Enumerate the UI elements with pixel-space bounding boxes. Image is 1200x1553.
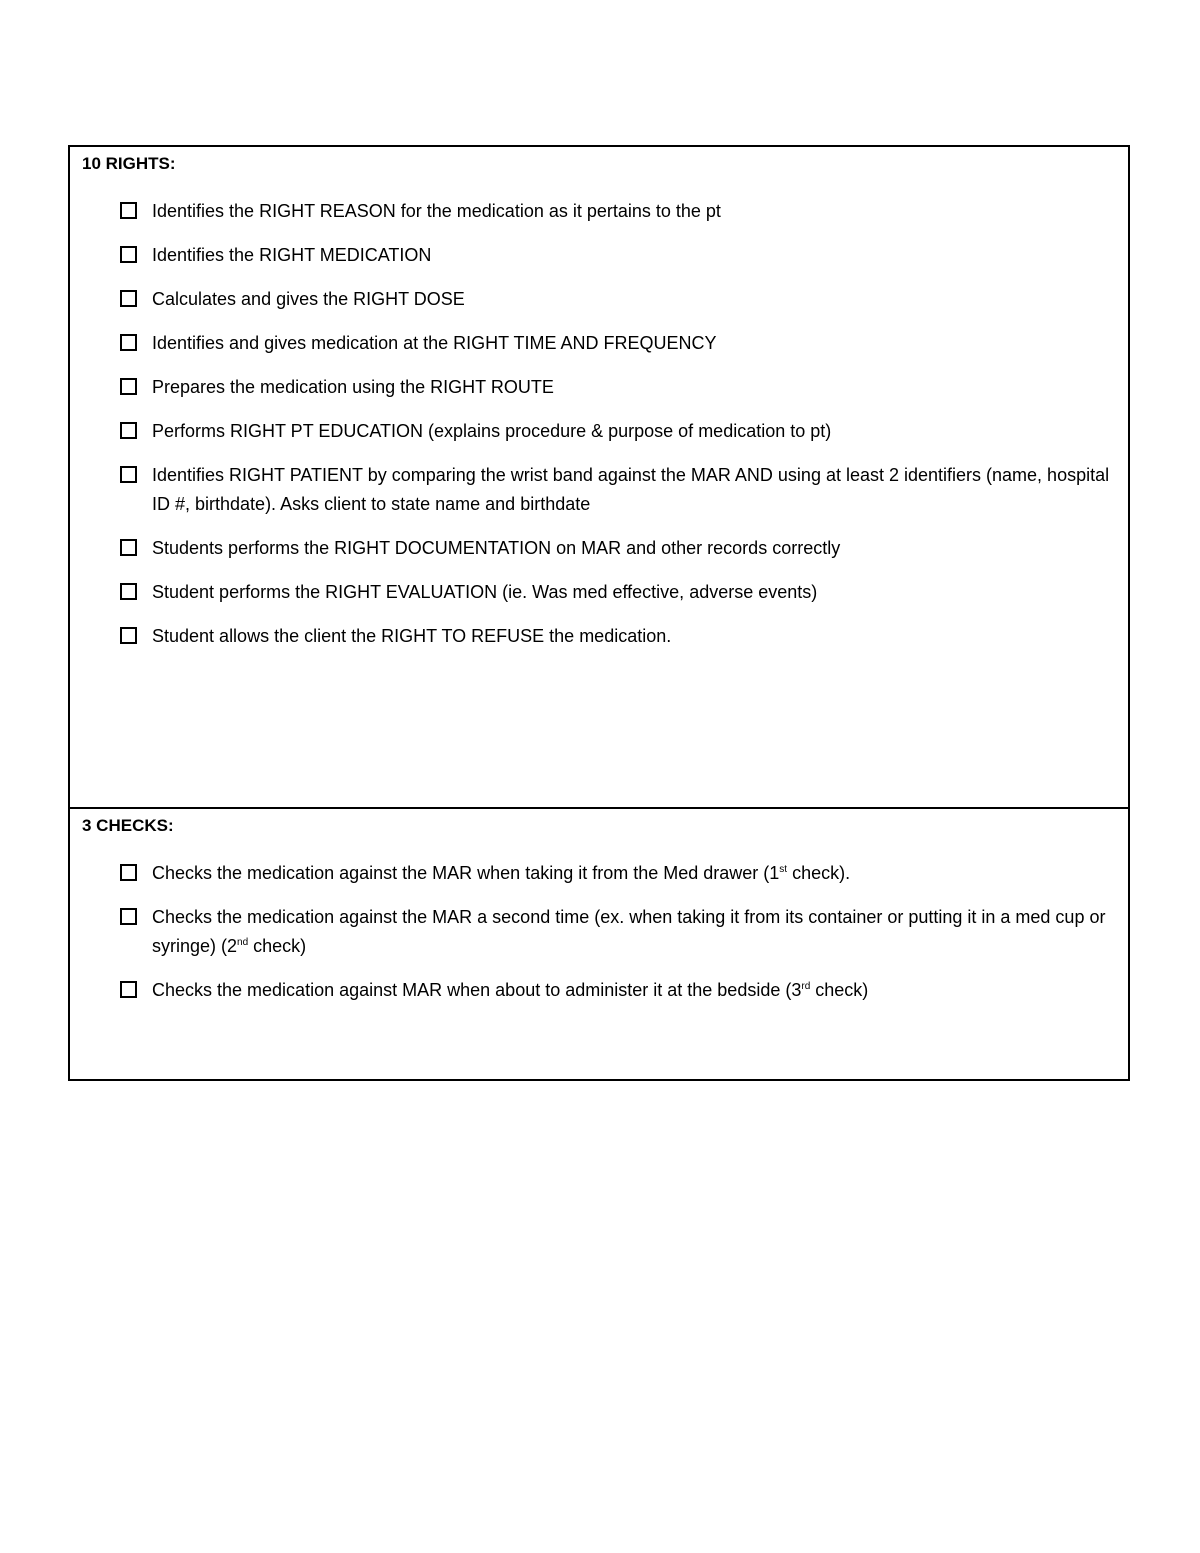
list-item (82, 903, 1114, 961)
list-item (82, 417, 1114, 446)
checks-section (70, 807, 1128, 1079)
rights-title: 10 RIGHTS: (82, 154, 176, 173)
checkbox[interactable] (120, 378, 137, 395)
item-text: Prepares the medication using the RIGHT ROUTE (152, 377, 554, 397)
list-item (82, 373, 1114, 402)
item-text: Calculates and gives the RIGHT DOSE (152, 289, 465, 309)
rights-list (82, 197, 1114, 651)
checkbox[interactable] (120, 422, 137, 439)
item-text: Identifies the RIGHT REASON for the medication as it pertains to the pt (152, 201, 721, 221)
list-item (82, 241, 1114, 270)
checkbox[interactable] (120, 466, 137, 483)
list-item (82, 285, 1114, 314)
item-text: Checks the medication against the MAR a second time (ex. when taking it from its container or putting it in a med cup or syringe) (2nd check) (152, 907, 1106, 956)
list-item (82, 859, 1114, 888)
checkbox[interactable] (120, 334, 137, 351)
checkbox[interactable] (120, 864, 137, 881)
item-text: Identifies the RIGHT MEDICATION (152, 245, 432, 265)
checkbox[interactable] (120, 246, 137, 263)
item-text: Checks the medication against the MAR when taking it from the Med drawer (1st check). (152, 863, 851, 883)
checkbox[interactable] (120, 627, 137, 644)
list-item (82, 329, 1114, 358)
list-item (82, 622, 1114, 651)
checkbox[interactable] (120, 583, 137, 600)
item-text: Student performs the RIGHT EVALUATION (ie. Was med effective, adverse events) (152, 582, 818, 602)
checkbox[interactable] (120, 202, 137, 219)
list-item (82, 578, 1114, 607)
list-item (82, 461, 1114, 519)
rights-section (70, 147, 1128, 807)
item-text: Identifies and gives medication at the RIGHT TIME AND FREQUENCY (152, 333, 717, 353)
checklist-table (68, 145, 1130, 1081)
checks-title: 3 CHECKS: (82, 816, 174, 835)
item-text: Checks the medication against MAR when about to administer it at the bedside (3rd check) (152, 980, 869, 1000)
checks-list (82, 859, 1114, 1005)
item-text: Students performs the RIGHT DOCUMENTATION on MAR and other records correctly (152, 538, 841, 558)
checkbox[interactable] (120, 908, 137, 925)
item-text: Student allows the client the RIGHT TO REFUSE the medication. (152, 626, 672, 646)
item-text: Identifies RIGHT PATIENT by comparing the wrist band against the MAR AND using at least 2 identifiers (name, hospital ID #, birthdate). Asks client to state name and birthdate (152, 465, 1110, 514)
checkbox[interactable] (120, 539, 137, 556)
checkbox[interactable] (120, 981, 137, 998)
item-text: Performs RIGHT PT EDUCATION (explains procedure & purpose of medication to pt) (152, 421, 832, 441)
list-item (82, 534, 1114, 563)
list-item (82, 976, 1114, 1005)
checkbox[interactable] (120, 290, 137, 307)
list-item (82, 197, 1114, 226)
